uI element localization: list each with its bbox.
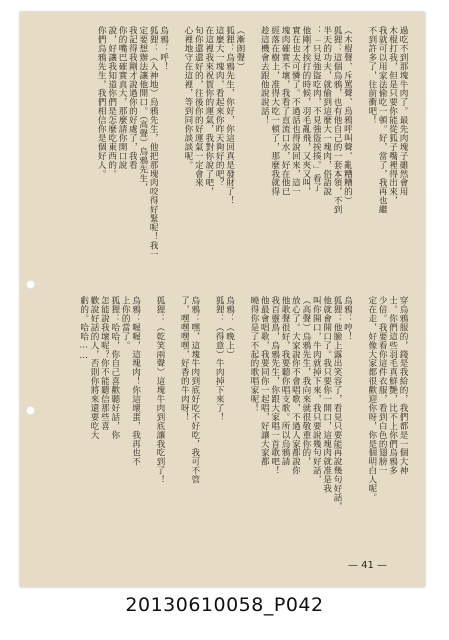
lower-text-gap <box>200 296 214 554</box>
lower-text-line: 烏鴉：哼！ <box>342 296 353 341</box>
upper-text-line: 你們烏鴉先生，我們相信你是個好人。 <box>96 26 107 179</box>
lower-text-line: 少倍。我要看你這件衣服，看到白色的翅膀一 <box>377 296 388 475</box>
lower-text-line: 他歌聲很好，我要聽你唱支歌。所以烏鴉請 <box>280 296 291 467</box>
lower-text-line: 他最會唱歌，我要同你一起唱，好讓大家都 <box>259 296 270 467</box>
upper-text-block <box>34 26 408 281</box>
lower-text-gap <box>235 296 249 554</box>
upper-text-line: 狐狸：（入神地）烏鴉先生，他把那塊肉咬得好緊呢！我一 <box>148 26 159 259</box>
upper-text-line: 不到許多了，往前衝吧！ <box>366 26 377 125</box>
lower-text-line: 烏鴉：喔喔，這塊肉！你這壞蛋，我再也不 <box>130 296 141 467</box>
upper-text-line: 狐狸：烏鴉先生，你好，你這回真是發財了！ <box>224 26 235 205</box>
lower-text-line: 士。你們這些羽毛真鮮艷，比不上你們烏鴉多 <box>387 296 398 475</box>
upper-text-line: 半天的功夫，就偷到這麼大一塊肉，俗語說 <box>321 26 332 197</box>
upper-text-line: （木棍聲、斥罵聲、烏鴉呼叫聲、亂糟糟的） <box>342 26 353 205</box>
lower-text-line: 了，嘿嘿嘿嘿，好香的牛肉呀！ <box>179 296 190 422</box>
upper-text-line: 經落在樹上，准得大吃一頓了，那麼我就得 <box>269 26 280 197</box>
lower-text-line: 烏鴉：（晚上） <box>224 296 235 359</box>
upper-text-gap <box>352 26 366 281</box>
image-caption: 20130610058_P042 <box>125 594 324 616</box>
upper-text-gap <box>169 26 183 281</box>
lower-text-line: 狐狸：（乾笑兩聲）這塊牛肉到底讓我吃到了！ <box>154 296 165 484</box>
lower-text-line: 歡說好話的人，否則你將來還要吃大 <box>89 296 100 440</box>
upper-text-line: 我就可以用家法偷吃一頓。好，當了，我再也繼 <box>377 26 388 214</box>
upper-text-line: 實在也太可憐了。不過話也得說回來，這一 <box>290 26 301 197</box>
upper-text-line: 塊肉確實不壞，我看了直流口水，好在他已 <box>280 26 291 197</box>
upper-text-line: 定要想辦法讓他開口。（高聲）烏鴉先生， <box>137 26 148 192</box>
upper-text-line: 我記得我剛才說過你的好處了，我看 <box>127 26 138 170</box>
lower-text-line: 上你的當了。 <box>120 296 131 350</box>
upper-text-line: 心裡地守在這裡，等到同你談談呢。 <box>182 26 193 170</box>
lower-text-gap <box>165 296 179 554</box>
upper-text-line: 烏鴉：呼！ <box>158 26 169 71</box>
lower-text-gap <box>352 296 366 554</box>
lower-text-line: 定在走，好像大家都很歡迎你呀，你是個明白人呢。 <box>366 296 377 502</box>
upper-text-line: 在這裡我來祝賀你的運氣，我對你說了吧， <box>203 26 214 197</box>
lower-text-line: 狐狸：他臉上露出笑容了，看見只要能再說幾句好話， <box>332 296 343 511</box>
upper-text-line: 你的嘴巴確實真大，那麼請你開口說 <box>117 26 128 170</box>
upper-text-line: 趁這機會去跟他說說話！ <box>259 26 270 125</box>
lower-text-line: 放心了。大家說你不會唱歌，不過人家都說你 <box>290 296 301 475</box>
page-number: — 41 — <box>347 560 387 571</box>
lower-text-line: 曉得你是了不起的歌唱家呢！ <box>248 296 259 413</box>
lower-text-line: 狐狸：哈哈，你自己喜歡聽好話，你 <box>109 296 120 440</box>
document-page <box>20 12 425 587</box>
lower-text-line: 怎能說我壞呢？你不能聽信那些喜 <box>99 296 110 431</box>
lower-text-line: 烏鴉：嘿，這塊牛肉到底好吃不好吃，我可不管 <box>189 296 200 484</box>
lower-text-line: （高聲）烏鴉先生，我向來就很敬重你的， <box>300 296 311 467</box>
text-area <box>34 26 408 554</box>
upper-text-line: 過吃不到那塊牛肉了。最先肉塊子雖然會用 <box>398 26 408 197</box>
lower-text-line: 他就會開口了。我只要你一開口，這塊肉就准是我 <box>321 296 332 493</box>
upper-text-line: 旬你還還好的，往後你的好運氣一定會來 <box>193 26 204 188</box>
lower-text-line: 我百靈鳥，烏鴉先生，你跟大家唱一首歌吧！ <box>269 296 280 475</box>
lower-text-line: 虧的。哈哈…… <box>78 296 89 362</box>
upper-text-gap <box>245 26 259 281</box>
lower-text-line: 叫你開口，牛肉就掉下來，我只要說幾句好話， <box>311 296 322 484</box>
upper-text-line: 狐狸：這個烏鴉，也有他自己的一套本領，不到 <box>332 26 343 214</box>
lower-text-line: 穿烏鴉服的，錢是我給的，我們都是一個大神 <box>398 296 408 475</box>
lower-text-line: 狐狸：（得意）牛肉掉下來了！ <box>214 296 225 422</box>
upper-text-line: （漸朗聲） <box>234 26 245 71</box>
lower-text-block <box>34 296 408 554</box>
upper-text-line: 說，好讓我知道你們是怎麼吃東西的。 <box>106 26 117 179</box>
upper-text-line: 這麼大一塊肉，看起來你昨天夠好的吧？ <box>214 26 225 188</box>
upper-text-line: 他剛才挨打的時候，羽毛亂飛，又夾又叫， <box>300 26 311 197</box>
lower-text-gap <box>141 296 155 554</box>
upper-text-line: 木棍打我，但是只要你能從狐子嘴裡得出來， <box>387 26 398 205</box>
upper-text-line: ：「只見強盜吃肉，不見強盜挨揍。」看了 <box>311 26 322 192</box>
